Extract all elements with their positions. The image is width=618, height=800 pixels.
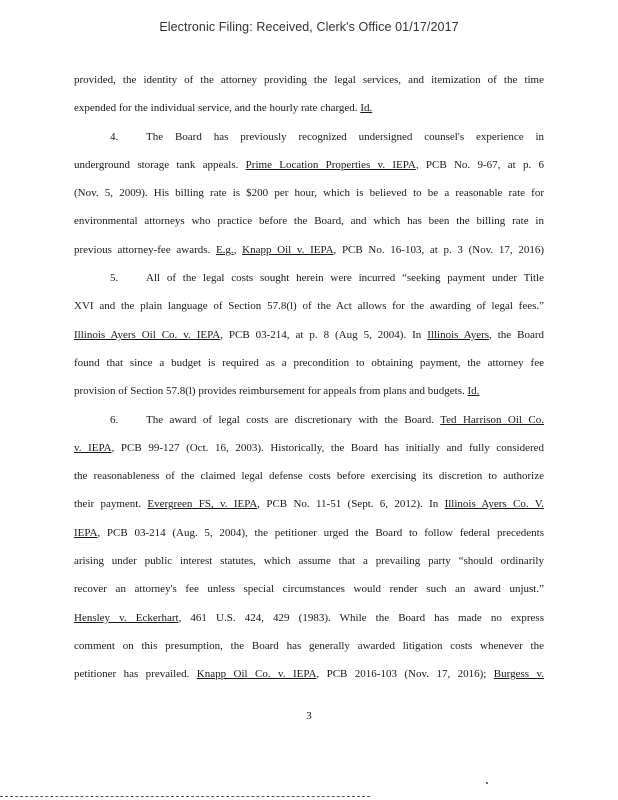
case-citation: Ted Harrison Oil Co. [440, 413, 544, 426]
paragraph-number: 5. [110, 272, 119, 285]
case-citation: Evergreen FS, v. IEPA [147, 498, 258, 511]
case-citation: Id. [467, 385, 480, 398]
text-run: , [233, 243, 243, 256]
text-run: their payment. [74, 498, 148, 511]
text-line [74, 632, 544, 660]
text-run: , PCB 2016-103 (Nov. 17, 2016); [316, 668, 494, 681]
text-run: provision of Section 57.8(l) provides reimbursement for appeals from plans and budgets. [74, 385, 468, 398]
text-line [74, 604, 544, 632]
text-run: the reasonableness of the claimed legal defense costs before exercising its discretion to authorize [74, 470, 544, 483]
document-body [74, 66, 544, 689]
text-line [74, 94, 544, 122]
case-citation: Hensley v. Eckerhart [74, 611, 179, 624]
text-run: The Board has previously recognized undersigned counsel's experience in [146, 130, 544, 143]
text-run: expended for the individual service, and the hourly rate charged. [74, 102, 361, 115]
text-run: previous attorney-fee awards. [74, 243, 216, 256]
text-run: , PCB 03-214, at p. 8 (Aug 5, 2004). In [220, 328, 428, 341]
text-run: arising under public interest statutes, which assume that a prevailing party “should ordinarily [74, 555, 544, 568]
text-run: found that since a budget is required as a precondition to obtaining payment, the attorney fee [74, 356, 544, 369]
case-citation: Illinois Ayers [427, 328, 490, 341]
text-line [74, 207, 544, 235]
footer-rule [0, 796, 370, 797]
paragraph-number: 4. [110, 130, 119, 143]
text-run: (Nov. 5, 2009). His billing rate is $200 per hour, which is believed to be a reasonable rate for [74, 187, 544, 200]
text-line [74, 349, 544, 377]
case-citation: Burgess v. [493, 668, 544, 681]
text-run: comment on this presumption, the Board has generally awarded litigation costs whenever the [74, 639, 544, 652]
text-line [74, 377, 544, 405]
text-line [74, 660, 544, 688]
paragraph-first-line [74, 406, 544, 434]
text-run: The award of legal costs are discretionary with the Board. [146, 413, 441, 426]
text-run: petitioner has prevailed. [74, 668, 197, 681]
text-run: , PCB No. 11-51 (Sept. 6, 2012). In [257, 498, 445, 511]
page-number: 3 [306, 710, 312, 722]
text-run: , PCB 03-214 (Aug. 5, 2004), the petitioner urged the Board to follow federal precedents [97, 526, 544, 539]
text-run: , 461 U.S. 424, 429 (1983). While the Board has made no express [178, 611, 544, 624]
text-line [74, 151, 544, 179]
text-run: All of the legal costs sought herein were incurred “seeking payment under Title [146, 272, 544, 285]
case-citation: Prime Location Properties v. IEPA [245, 158, 416, 171]
case-citation: Knapp Oil v. IEPA [242, 243, 334, 256]
text-line [74, 321, 544, 349]
text-run: XVI and the plain language of Section 57.8(l) of the Act allows for the awarding of legal fees.” [74, 300, 544, 313]
text-run: recover an attorney's fee unless special circumstances would render such an award unjust.” [74, 583, 544, 596]
paragraph-number: 6. [110, 413, 119, 426]
text-run: , PCB 99-127 (Oct. 16, 2003). Historically, the Board has initially and fully considered [111, 441, 544, 454]
case-citation: Illinois Ayers Oil Co. v. IEPA [74, 328, 221, 341]
text-run: provided, the identity of the attorney providing the legal services, and itemization of the time [74, 74, 544, 86]
text-run: environmental attorneys who practice before the Board, and which has been the billing rate in [74, 215, 544, 228]
text-line [74, 547, 544, 575]
case-citation: IEPA [74, 526, 98, 539]
text-run: , PCB No. 16-103, at p. 3 (Nov. 17, 2016) [333, 243, 544, 256]
text-line [74, 490, 544, 518]
text-run: , the Board [489, 328, 544, 341]
text-line [74, 236, 544, 264]
scan-speck [486, 782, 488, 784]
case-citation: E.g. [215, 243, 234, 256]
paragraph-first-line [74, 123, 544, 151]
text-line [74, 434, 544, 462]
case-citation: Id. [360, 102, 373, 115]
text-line [74, 462, 544, 490]
text-line [74, 66, 544, 94]
text-run: underground storage tank appeals. [74, 158, 246, 171]
electronic-filing-header: Electronic Filing: Received, Clerk's Office 01/17/2017 [159, 20, 459, 34]
text-line [74, 179, 544, 207]
case-citation: Illinois Ayers Co. V. [444, 498, 544, 511]
case-citation: v. IEPA [74, 441, 112, 454]
case-citation: Knapp Oil Co. v. IEPA [196, 668, 317, 681]
text-line [74, 575, 544, 603]
paragraph-first-line [74, 264, 544, 292]
text-line [74, 519, 544, 547]
text-line [74, 292, 544, 320]
text-run: , PCB No. 9-67, at p. 6 [415, 158, 544, 171]
